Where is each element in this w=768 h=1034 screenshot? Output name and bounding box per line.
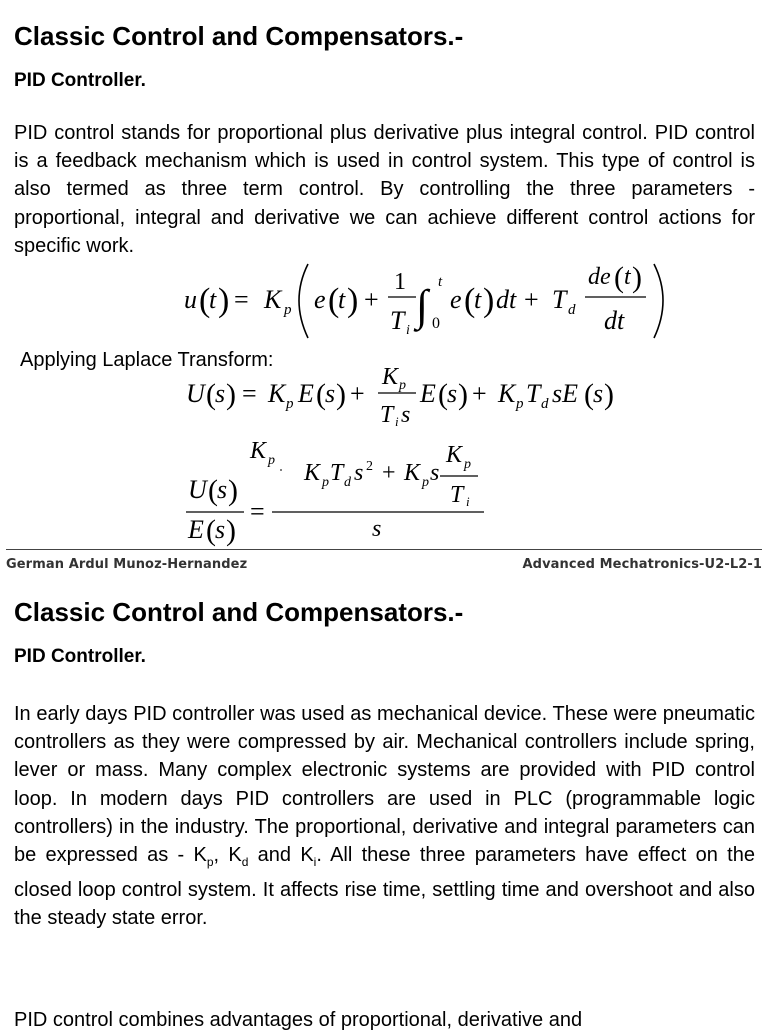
- svg-text:t: t: [624, 264, 631, 290]
- svg-text:s: s: [215, 515, 226, 544]
- svg-text:K: K: [250, 440, 267, 464]
- svg-text:(: (: [328, 282, 340, 319]
- svg-text:t: t: [209, 285, 217, 314]
- svg-text:p: p: [399, 378, 406, 393]
- svg-text:t: t: [338, 285, 346, 314]
- svg-text:U: U: [186, 379, 205, 408]
- svg-text:K: K: [446, 442, 463, 468]
- slide-divider: [6, 549, 762, 550]
- svg-text:K: K: [304, 460, 321, 486]
- svg-text:U: U: [188, 475, 207, 504]
- svg-text:K: K: [498, 379, 516, 408]
- svg-text:E: E: [420, 379, 436, 408]
- svg-text:K: K: [404, 460, 421, 486]
- svg-text:u: u: [184, 285, 197, 314]
- svg-text:d: d: [344, 475, 351, 490]
- footer-course-code: Advanced Mechatronics-U2-L2-1: [522, 557, 762, 572]
- slide2-title: Classic Control and Compensators.-: [14, 597, 464, 627]
- svg-text:d: d: [541, 396, 549, 412]
- svg-text:s: s: [325, 379, 336, 408]
- slide1-subtitle: PID Controller.: [14, 70, 146, 91]
- slide2-paragraph-1: In early days PID controller was used as mechanical device. These were pneumatic controllers as they were compressed by air. Mechanical controllers include spring, lever or mass. Many complex electronic systems are provided with PID control loop. In modern days PID controllers are used in PLC (programmable logic controllers) in the industry. The proportional, derivative and integral parameters can be expressed as - $K_p$, $K_d$ and $K_i$. All these three parameters have effect on the closed loop control system. It affects rise time, settling time and overshoot and also the steady state error.: [14, 703, 755, 930]
- svg-text:s: s: [447, 379, 458, 408]
- svg-text:s: s: [430, 460, 440, 486]
- svg-text:s: s: [401, 402, 411, 428]
- svg-text:(: (: [438, 378, 448, 411]
- svg-text:T: T: [330, 460, 344, 486]
- svg-text:s: s: [215, 379, 226, 408]
- slide1-paragraph: PID control stands for proportional plus derivative plus integral control. PID control is a feedback mechanism which is used in control system. This type of control is also termed as three term control. By controlling the three parameters - proportional, integral and derivative we can achieve different control actions for specific work.: [14, 122, 755, 257]
- svg-text:(: (: [208, 474, 218, 507]
- svg-text:K: K: [268, 379, 286, 408]
- svg-text:(: (: [464, 282, 476, 319]
- svg-text:p: p: [464, 457, 471, 472]
- pid-laplace-equation: [180, 360, 630, 432]
- svg-text:): ): [226, 514, 236, 547]
- svg-text:K: K: [382, 364, 399, 390]
- svg-text:(: (: [584, 378, 594, 411]
- svg-text:1: 1: [394, 269, 406, 295]
- svg-text:p: p: [286, 396, 294, 412]
- svg-text:de: de: [588, 264, 611, 290]
- svg-text:+: +: [472, 379, 487, 408]
- svg-text:): ): [632, 261, 642, 294]
- svg-text:E: E: [188, 515, 204, 544]
- slide2-paragraph-2: PID control combines advantages of proportional, derivative and: [14, 1009, 583, 1031]
- laplace-transform-label: Applying Laplace Transform:: [20, 349, 274, 371]
- svg-text:p: p: [284, 302, 292, 318]
- svg-text:s: s: [372, 516, 382, 542]
- svg-text:+: +: [382, 460, 396, 486]
- svg-text:i: i: [466, 494, 470, 509]
- svg-text:): ): [458, 378, 468, 411]
- svg-text:e: e: [314, 285, 326, 314]
- svg-text:(: (: [199, 282, 211, 319]
- svg-text:): ): [604, 378, 614, 411]
- svg-text:s: s: [593, 379, 604, 408]
- svg-text:): ): [347, 282, 359, 319]
- svg-text:p: p: [516, 396, 524, 412]
- svg-text:t: t: [474, 285, 482, 314]
- svg-text:=: =: [242, 379, 257, 408]
- svg-text:dt: dt: [496, 285, 517, 314]
- pid-transfer-function-equation: [180, 440, 510, 548]
- svg-text:d: d: [568, 302, 576, 318]
- svg-text:(: (: [206, 514, 216, 547]
- svg-text:0: 0: [432, 315, 440, 332]
- svg-text:i: i: [406, 323, 410, 338]
- svg-text:T: T: [552, 285, 567, 314]
- svg-text:sE: sE: [552, 379, 578, 408]
- svg-text:+: +: [524, 285, 539, 314]
- svg-text:i: i: [395, 414, 399, 429]
- pid-time-domain-equation: [180, 256, 680, 346]
- svg-text:K: K: [264, 285, 282, 314]
- svg-text:): ): [483, 282, 495, 319]
- svg-text:s: s: [354, 460, 364, 486]
- svg-text:s: s: [217, 475, 228, 504]
- svg-text:(: (: [614, 261, 624, 294]
- svg-text:T: T: [450, 482, 464, 508]
- svg-text:=: =: [234, 285, 249, 314]
- svg-text:e: e: [450, 285, 462, 314]
- svg-text:∫: ∫: [416, 281, 429, 330]
- svg-text:T: T: [390, 306, 405, 335]
- svg-text:p: p: [322, 475, 329, 490]
- svg-text:(: (: [206, 378, 216, 411]
- svg-text:p: p: [268, 453, 275, 468]
- svg-text:T: T: [526, 379, 541, 408]
- svg-text:): ): [218, 282, 230, 319]
- svg-text:+: +: [364, 285, 379, 314]
- svg-text:dt: dt: [604, 306, 625, 335]
- svg-text:(: (: [316, 378, 326, 411]
- svg-text:): ): [228, 474, 238, 507]
- svg-text:=: =: [250, 497, 265, 526]
- svg-text:p: p: [422, 475, 429, 490]
- svg-text:): ): [226, 378, 236, 411]
- footer-author: German Ardul Munoz-Hernandez: [6, 557, 248, 572]
- svg-text:): ): [336, 378, 346, 411]
- slide1-title: Classic Control and Compensators.-: [14, 21, 464, 51]
- svg-text:E: E: [298, 379, 314, 408]
- slide2-subtitle: PID Controller.: [14, 646, 146, 667]
- svg-text:+: +: [350, 379, 365, 408]
- svg-text:2: 2: [366, 459, 373, 474]
- svg-text:T: T: [380, 402, 394, 428]
- svg-text:t: t: [438, 274, 443, 290]
